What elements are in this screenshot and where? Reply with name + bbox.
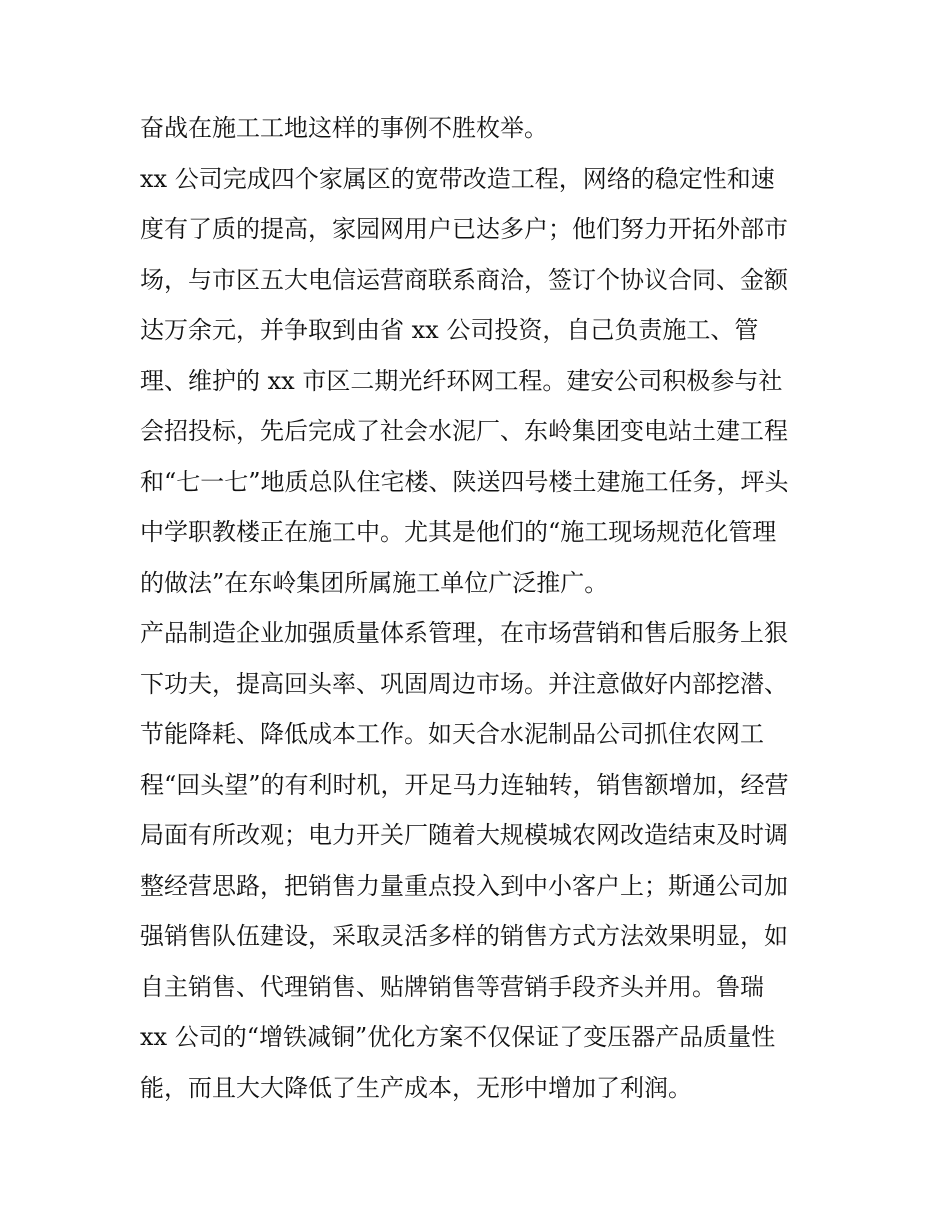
text-line: 达万余元，并争取到由省 xx 公司投资，自己负责施工、管 (140, 316, 759, 344)
text-line: 场，与市区五大电信运营商联系商洽，签订个协议合同、金额 (140, 265, 788, 294)
text-line: 会招投标，先后完成了社会水泥厂、东岭集团变电站土建工程 (140, 417, 788, 445)
text-line: 节能降耗、降低成本工作。如天合水泥制品公司抓住农网工 (140, 720, 764, 748)
text-line: 度有了质的提高，家园网用户已达多户；他们努力开拓外部市 (140, 215, 788, 243)
text-line: 产品制造企业加强质量体系管理，在市场营销和售后服务上狠 (140, 619, 788, 647)
text-line: 能，而且大大降低了生产成本，无形中增加了利润。 (140, 1073, 692, 1102)
text-line: 强销售队伍建设，采取灵活多样的销售方式方法效果明显，如 (140, 922, 788, 950)
text-line: 中学职教楼正在施工中。尤其是他们的“施工现场规范化管理 (140, 518, 777, 546)
text-line: 奋战在施工工地这样的事例不胜枚举。 (140, 114, 548, 142)
text-line: 的做法”在东岭集团所属施工单位广泛推广。 (140, 568, 609, 597)
text-line: xx 公司的“增铁减铜”优化方案不仅保证了变压器产品质量性 (140, 1023, 776, 1051)
text-line: 程“回头望”的有利时机，开足马力连轴转，销售额增加，经营 (140, 770, 789, 799)
text-line: xx 公司完成四个家属区的宽带改造工程，网络的稳定性和速 (140, 164, 775, 193)
text-line: 下功夫，提高回头率、巩固周边市场。并注意做好内部挖潜、 (140, 669, 788, 698)
body-text (140, 103, 830, 1113)
text-line: 自主销售、代理销售、贴牌销售等营销手段齐头并用。鲁瑞 (140, 972, 764, 1001)
text-line: 整经营思路，把销售力量重点投入到中小客户上；斯通公司加 (140, 871, 788, 900)
text-line: 和“七一七”地质总队住宅楼、陕送四号楼土建施工任务，坪头 (140, 467, 789, 496)
text-line: 局面有所改观；电力开关厂随着大规模城农网改造结束及时调 (140, 821, 788, 849)
text-line: 理、维护的 xx 市区二期光纤环网工程。建安公司积极参与社 (140, 366, 783, 395)
